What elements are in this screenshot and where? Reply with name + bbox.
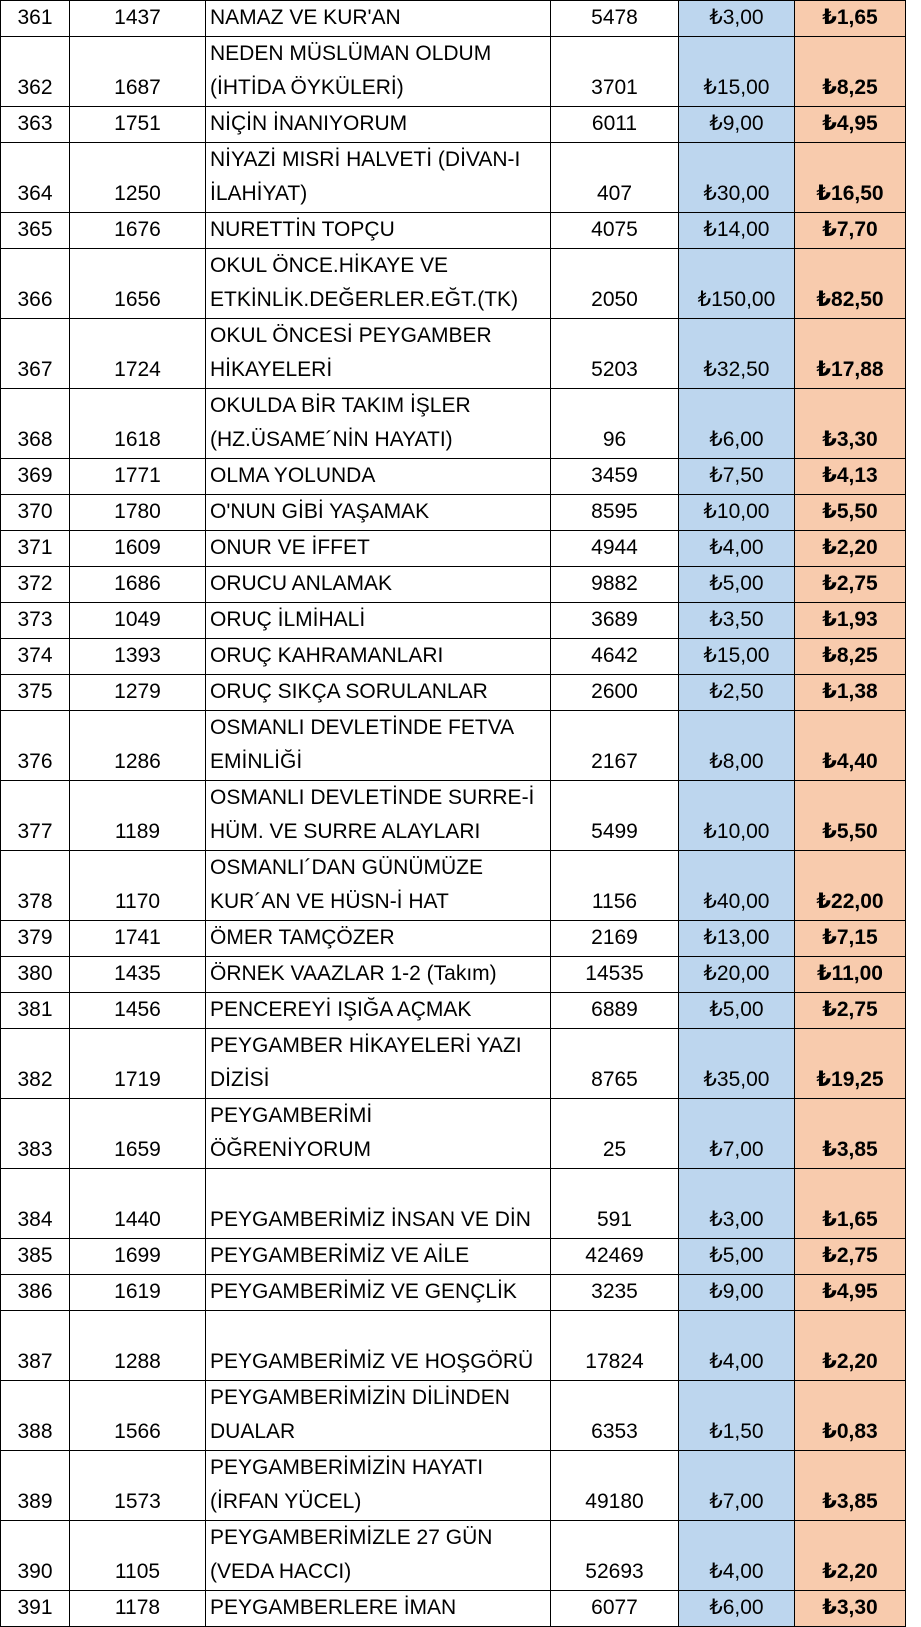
- book-code-cell: 1656: [70, 249, 206, 319]
- table-row: [1, 1099, 906, 1169]
- stock-count-cell: 52693: [551, 1521, 679, 1591]
- book-title-cell: ORUÇ SIKÇA SORULANLAR: [206, 675, 551, 711]
- list-price-cell: ₺4,00: [679, 531, 795, 567]
- book-code-cell: 1573: [70, 1451, 206, 1521]
- row-number-cell: 378: [1, 851, 70, 921]
- list-price-cell: ₺4,00: [679, 1521, 795, 1591]
- table-row: [1, 213, 906, 249]
- book-code-cell: 1049: [70, 603, 206, 639]
- book-title-cell: OSMANLI DEVLETİNDE SURRE-İ HÜM. VE SURRE ALAYLARI: [206, 781, 551, 851]
- stock-count-cell: 5499: [551, 781, 679, 851]
- table-row: [1, 1169, 906, 1239]
- discount-price-cell: ₺5,50: [795, 781, 906, 851]
- stock-count-cell: 5203: [551, 319, 679, 389]
- book-title-cell: NURETTİN TOPÇU: [206, 213, 551, 249]
- book-title-cell: PEYGAMBERİMİZİN HAYATI (İRFAN YÜCEL): [206, 1451, 551, 1521]
- row-number-cell: 374: [1, 639, 70, 675]
- stock-count-cell: 3235: [551, 1275, 679, 1311]
- book-title-cell: ORUCU ANLAMAK: [206, 567, 551, 603]
- list-price-cell: ₺40,00: [679, 851, 795, 921]
- list-price-cell: ₺30,00: [679, 143, 795, 213]
- book-title-cell: PEYGAMBERİMİZİN DİLİNDEN DUALAR: [206, 1381, 551, 1451]
- book-title-cell: PEYGAMBERİMİZLE 27 GÜN (VEDA HACCI): [206, 1521, 551, 1591]
- book-title-cell: PEYGAMBERİMİZ VE AİLE: [206, 1239, 551, 1275]
- table-row: [1, 495, 906, 531]
- book-code-cell: 1440: [70, 1169, 206, 1239]
- book-code-cell: 1699: [70, 1239, 206, 1275]
- list-price-cell: ₺14,00: [679, 213, 795, 249]
- book-code-cell: 1719: [70, 1029, 206, 1099]
- book-title-cell: ORUÇ İLMİHALİ: [206, 603, 551, 639]
- list-price-cell: ₺5,00: [679, 993, 795, 1029]
- list-price-cell: ₺10,00: [679, 495, 795, 531]
- stock-count-cell: 591: [551, 1169, 679, 1239]
- list-price-cell: ₺5,00: [679, 1239, 795, 1275]
- book-title-cell: O'NUN GİBİ YAŞAMAK: [206, 495, 551, 531]
- row-number-cell: 372: [1, 567, 70, 603]
- book-code-cell: 1780: [70, 495, 206, 531]
- table-row: [1, 567, 906, 603]
- book-title-cell: OKUL ÖNCE.HİKAYE VE ETKİNLİK.DEĞERLER.EĞT.(TK): [206, 249, 551, 319]
- list-price-cell: ₺3,50: [679, 603, 795, 639]
- book-code-cell: 1189: [70, 781, 206, 851]
- discount-price-cell: ₺5,50: [795, 495, 906, 531]
- table-row: [1, 781, 906, 851]
- discount-price-cell: ₺82,50: [795, 249, 906, 319]
- table-row: [1, 1029, 906, 1099]
- discount-price-cell: ₺17,88: [795, 319, 906, 389]
- list-price-cell: ₺3,00: [679, 1, 795, 37]
- list-price-cell: ₺8,00: [679, 711, 795, 781]
- row-number-cell: 380: [1, 957, 70, 993]
- stock-count-cell: 407: [551, 143, 679, 213]
- book-title-cell: OLMA YOLUNDA: [206, 459, 551, 495]
- table-row: [1, 921, 906, 957]
- discount-price-cell: ₺3,85: [795, 1451, 906, 1521]
- discount-price-cell: ₺22,00: [795, 851, 906, 921]
- book-code-cell: 1250: [70, 143, 206, 213]
- discount-price-cell: ₺4,95: [795, 107, 906, 143]
- list-price-cell: ₺1,50: [679, 1381, 795, 1451]
- row-number-cell: 381: [1, 993, 70, 1029]
- book-code-cell: 1618: [70, 389, 206, 459]
- book-code-cell: 1619: [70, 1275, 206, 1311]
- table-row: [1, 639, 906, 675]
- discount-price-cell: ₺11,00: [795, 957, 906, 993]
- table-row: [1, 37, 906, 107]
- stock-count-cell: 6077: [551, 1591, 679, 1627]
- list-price-cell: ₺7,00: [679, 1099, 795, 1169]
- row-number-cell: 362: [1, 37, 70, 107]
- stock-count-cell: 17824: [551, 1311, 679, 1381]
- row-number-cell: 391: [1, 1591, 70, 1627]
- row-number-cell: 361: [1, 1, 70, 37]
- stock-count-cell: 2050: [551, 249, 679, 319]
- discount-price-cell: ₺16,50: [795, 143, 906, 213]
- discount-price-cell: ₺7,70: [795, 213, 906, 249]
- stock-count-cell: 2600: [551, 675, 679, 711]
- stock-count-cell: 6889: [551, 993, 679, 1029]
- row-number-cell: 383: [1, 1099, 70, 1169]
- book-code-cell: 1286: [70, 711, 206, 781]
- stock-count-cell: 3689: [551, 603, 679, 639]
- row-number-cell: 369: [1, 459, 70, 495]
- row-number-cell: 377: [1, 781, 70, 851]
- stock-count-cell: 3701: [551, 37, 679, 107]
- book-code-cell: 1178: [70, 1591, 206, 1627]
- row-number-cell: 367: [1, 319, 70, 389]
- book-code-cell: 1435: [70, 957, 206, 993]
- list-price-cell: ₺2,50: [679, 675, 795, 711]
- book-code-cell: 1687: [70, 37, 206, 107]
- table-row: [1, 1, 906, 37]
- book-title-cell: ÖRNEK VAAZLAR 1-2 (Takım): [206, 957, 551, 993]
- table-row: [1, 389, 906, 459]
- list-price-cell: ₺20,00: [679, 957, 795, 993]
- book-code-cell: 1566: [70, 1381, 206, 1451]
- row-number-cell: 385: [1, 1239, 70, 1275]
- row-number-cell: 364: [1, 143, 70, 213]
- book-code-cell: 1724: [70, 319, 206, 389]
- price-list-body: [1, 1, 906, 1627]
- book-code-cell: 1751: [70, 107, 206, 143]
- discount-price-cell: ₺1,38: [795, 675, 906, 711]
- book-code-cell: 1676: [70, 213, 206, 249]
- row-number-cell: 365: [1, 213, 70, 249]
- stock-count-cell: 1156: [551, 851, 679, 921]
- discount-price-cell: ₺4,13: [795, 459, 906, 495]
- table-row: [1, 1591, 906, 1627]
- book-code-cell: 1741: [70, 921, 206, 957]
- list-price-cell: ₺5,00: [679, 567, 795, 603]
- list-price-cell: ₺15,00: [679, 639, 795, 675]
- table-row: [1, 319, 906, 389]
- table-row: [1, 603, 906, 639]
- stock-count-cell: 4642: [551, 639, 679, 675]
- table-row: [1, 1239, 906, 1275]
- table-row: [1, 851, 906, 921]
- stock-count-cell: 4944: [551, 531, 679, 567]
- discount-price-cell: ₺4,95: [795, 1275, 906, 1311]
- book-title-cell: PEYGAMBERİMİZ VE GENÇLİK: [206, 1275, 551, 1311]
- list-price-cell: ₺13,00: [679, 921, 795, 957]
- list-price-cell: ₺10,00: [679, 781, 795, 851]
- stock-count-cell: 25: [551, 1099, 679, 1169]
- row-number-cell: 382: [1, 1029, 70, 1099]
- row-number-cell: 375: [1, 675, 70, 711]
- discount-price-cell: ₺2,75: [795, 567, 906, 603]
- book-title-cell: NEDEN MÜSLÜMAN OLDUM (İHTİDA ÖYKÜLERİ): [206, 37, 551, 107]
- discount-price-cell: ₺2,20: [795, 1311, 906, 1381]
- discount-price-cell: ₺8,25: [795, 37, 906, 107]
- book-code-cell: 1393: [70, 639, 206, 675]
- row-number-cell: 368: [1, 389, 70, 459]
- table-row: [1, 711, 906, 781]
- row-number-cell: 386: [1, 1275, 70, 1311]
- table-row: [1, 1381, 906, 1451]
- table-row: [1, 675, 906, 711]
- row-number-cell: 363: [1, 107, 70, 143]
- discount-price-cell: ₺19,25: [795, 1029, 906, 1099]
- book-title-cell: PEYGAMBERİMİ ÖĞRENİYORUM: [206, 1099, 551, 1169]
- row-number-cell: 376: [1, 711, 70, 781]
- stock-count-cell: 49180: [551, 1451, 679, 1521]
- table-row: [1, 957, 906, 993]
- book-code-cell: 1659: [70, 1099, 206, 1169]
- book-code-cell: 1771: [70, 459, 206, 495]
- book-code-cell: 1279: [70, 675, 206, 711]
- book-title-cell: PENCEREYİ IŞIĞA AÇMAK: [206, 993, 551, 1029]
- list-price-cell: ₺15,00: [679, 37, 795, 107]
- book-title-cell: ORUÇ KAHRAMANLARI: [206, 639, 551, 675]
- book-code-cell: 1686: [70, 567, 206, 603]
- row-number-cell: 371: [1, 531, 70, 567]
- discount-price-cell: ₺1,93: [795, 603, 906, 639]
- stock-count-cell: 8595: [551, 495, 679, 531]
- list-price-cell: ₺7,50: [679, 459, 795, 495]
- book-title-cell: PEYGAMBERİMİZ İNSAN VE DİN: [206, 1169, 551, 1239]
- discount-price-cell: ₺3,30: [795, 1591, 906, 1627]
- row-number-cell: 379: [1, 921, 70, 957]
- stock-count-cell: 3459: [551, 459, 679, 495]
- table-row: [1, 1451, 906, 1521]
- row-number-cell: 384: [1, 1169, 70, 1239]
- row-number-cell: 388: [1, 1381, 70, 1451]
- discount-price-cell: ₺0,83: [795, 1381, 906, 1451]
- book-code-cell: 1105: [70, 1521, 206, 1591]
- stock-count-cell: 6011: [551, 107, 679, 143]
- discount-price-cell: ₺2,75: [795, 993, 906, 1029]
- book-title-cell: NAMAZ VE KUR'AN: [206, 1, 551, 37]
- discount-price-cell: ₺3,85: [795, 1099, 906, 1169]
- table-row: [1, 143, 906, 213]
- list-price-cell: ₺6,00: [679, 389, 795, 459]
- table-row: [1, 1521, 906, 1591]
- stock-count-cell: 8765: [551, 1029, 679, 1099]
- discount-price-cell: ₺7,15: [795, 921, 906, 957]
- stock-count-cell: 4075: [551, 213, 679, 249]
- row-number-cell: 373: [1, 603, 70, 639]
- stock-count-cell: 6353: [551, 1381, 679, 1451]
- book-code-cell: 1437: [70, 1, 206, 37]
- discount-price-cell: ₺2,20: [795, 1521, 906, 1591]
- row-number-cell: 389: [1, 1451, 70, 1521]
- list-price-cell: ₺150,00: [679, 249, 795, 319]
- stock-count-cell: 2167: [551, 711, 679, 781]
- discount-price-cell: ₺8,25: [795, 639, 906, 675]
- list-price-cell: ₺9,00: [679, 107, 795, 143]
- book-code-cell: 1456: [70, 993, 206, 1029]
- list-price-cell: ₺32,50: [679, 319, 795, 389]
- discount-price-cell: ₺3,30: [795, 389, 906, 459]
- book-title-cell: PEYGAMBERLERE İMAN: [206, 1591, 551, 1627]
- table-row: [1, 459, 906, 495]
- row-number-cell: 366: [1, 249, 70, 319]
- book-title-cell: OKUL ÖNCESİ PEYGAMBER HİKAYELERİ: [206, 319, 551, 389]
- stock-count-cell: 42469: [551, 1239, 679, 1275]
- book-title-cell: PEYGAMBERİMİZ VE HOŞGÖRÜ: [206, 1311, 551, 1381]
- list-price-cell: ₺9,00: [679, 1275, 795, 1311]
- table-row: [1, 1311, 906, 1381]
- stock-count-cell: 5478: [551, 1, 679, 37]
- stock-count-cell: 2169: [551, 921, 679, 957]
- discount-price-cell: ₺2,75: [795, 1239, 906, 1275]
- book-code-cell: 1288: [70, 1311, 206, 1381]
- discount-price-cell: ₺4,40: [795, 711, 906, 781]
- stock-count-cell: 14535: [551, 957, 679, 993]
- table-row: [1, 1275, 906, 1311]
- table-row: [1, 249, 906, 319]
- list-price-cell: ₺4,00: [679, 1311, 795, 1381]
- discount-price-cell: ₺1,65: [795, 1169, 906, 1239]
- book-title-cell: ÖMER TAMÇÖZER: [206, 921, 551, 957]
- table-row: [1, 531, 906, 567]
- book-code-cell: 1609: [70, 531, 206, 567]
- table-row: [1, 993, 906, 1029]
- table-row: [1, 107, 906, 143]
- book-title-cell: OKULDA BİR TAKIM İŞLER (HZ.ÜSAME´NİN HAYATI): [206, 389, 551, 459]
- list-price-cell: ₺35,00: [679, 1029, 795, 1099]
- list-price-cell: ₺7,00: [679, 1451, 795, 1521]
- book-code-cell: 1170: [70, 851, 206, 921]
- row-number-cell: 390: [1, 1521, 70, 1591]
- row-number-cell: 387: [1, 1311, 70, 1381]
- list-price-cell: ₺3,00: [679, 1169, 795, 1239]
- book-title-cell: NİYAZİ MISRİ HALVETİ (DİVAN-I İLAHİYAT): [206, 143, 551, 213]
- list-price-cell: ₺6,00: [679, 1591, 795, 1627]
- stock-count-cell: 96: [551, 389, 679, 459]
- book-title-cell: OSMANLI DEVLETİNDE FETVA EMİNLİĞİ: [206, 711, 551, 781]
- discount-price-cell: ₺1,65: [795, 1, 906, 37]
- stock-count-cell: 9882: [551, 567, 679, 603]
- book-title-cell: ONUR VE İFFET: [206, 531, 551, 567]
- book-title-cell: PEYGAMBER HİKAYELERİ YAZI DİZİSİ: [206, 1029, 551, 1099]
- row-number-cell: 370: [1, 495, 70, 531]
- discount-price-cell: ₺2,20: [795, 531, 906, 567]
- book-title-cell: NİÇİN İNANIYORUM: [206, 107, 551, 143]
- book-title-cell: OSMANLI´DAN GÜNÜMÜZE KUR´AN VE HÜSN-İ HAT: [206, 851, 551, 921]
